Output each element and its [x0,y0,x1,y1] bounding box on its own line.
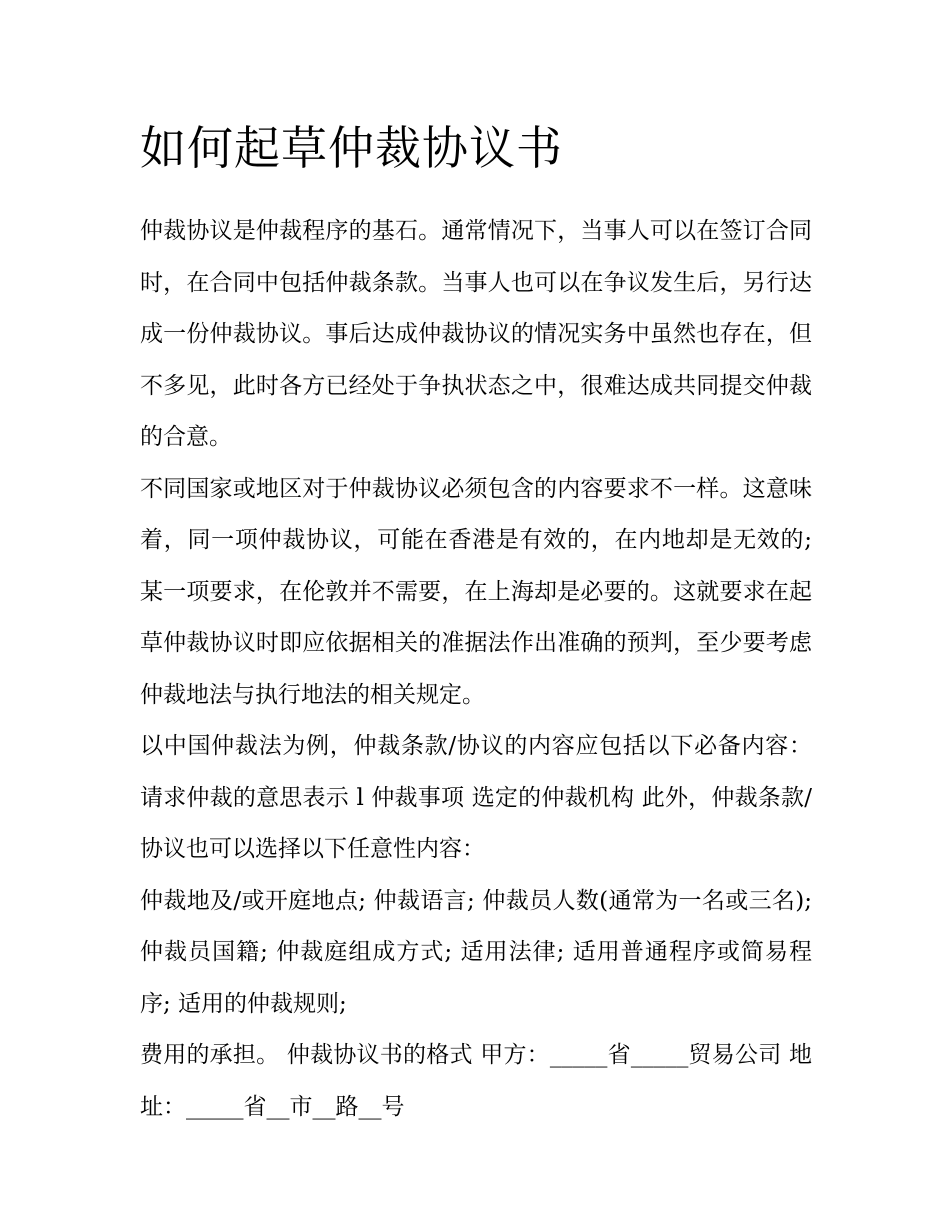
paragraph-required-content: 以中国仲裁法为例，仲裁条款/协议的内容应包括以下必备内容： 请求仲裁的意思表示 l 仲裁事项 选定的仲裁机构 此外，仲裁条款/协议也可以选择以下任意性内容： [140,733,812,862]
document-body [140,206,812,1133]
document-page [140,112,812,1133]
paragraph-format: 费用的承担。 仲裁协议书的格式 甲方：_____省_____贸易公司 地址：_____省__市__路__号 [140,1042,812,1120]
paragraph-intro: 仲裁协议是仲裁程序的基石。通常情况下，当事人可以在签订合同时，在合同中包括仲裁条款。当事人也可以在争议发生后，另行达成一份仲裁协议。事后达成仲裁协议的情况实务中虽然也存在，但不多见，此时各方已经处于争执状态之中，很难达成共同提交仲裁的合意。 [140,218,812,450]
paragraph-jurisdiction: 不同国家或地区对于仲裁协议必须包含的内容要求不一样。这意味着，同一项仲裁协议，可能在香港是有效的，在内地却是无效的;某一项要求，在伦敦并不需要，在上海却是必要的。这就要求在起草仲裁协议时即应依据相关的准据法作出准确的预判，至少要考虑仲裁地法与执行地法的相关规定。 [140,475,812,708]
document-title: 如何起草仲裁协议书 [140,121,563,175]
paragraph-optional-content: 仲裁地及/或开庭地点; 仲裁语言; 仲裁员人数(通常为一名或三名); 仲裁员国籍; 仲裁庭组成方式; 适用法律; 适用普通程序或简易程序; 适用的仲裁规则; [140,887,812,1017]
